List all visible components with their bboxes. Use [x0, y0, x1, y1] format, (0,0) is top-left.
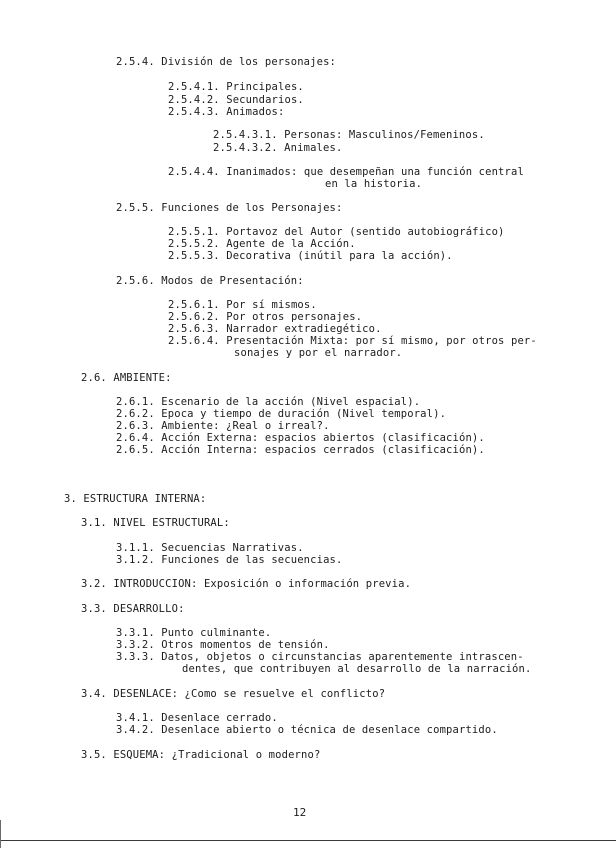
- item-3-3-1: 3.3.1. Punto culminante.: [116, 627, 272, 639]
- item-2-5-4-3: 2.5.4.3. Animados:: [168, 106, 285, 118]
- item-3-1-2: 3.1.2. Funciones de las secuencias.: [116, 554, 343, 566]
- bottom-rule: [0, 840, 616, 841]
- left-edge-mark: [0, 820, 1, 848]
- item-2-5-4-4: 2.5.4.4. Inanimados: que desempeñan una función central: [168, 166, 524, 178]
- item-2-6-4: 2.6.4. Acción Externa: espacios abiertos (clasificación).: [116, 432, 485, 444]
- item-3-3-2: 3.3.2. Otros momentos de tensión.: [116, 639, 330, 651]
- item-2-6-5: 2.6.5. Acción Interna: espacios cerrados (clasificación).: [116, 444, 485, 456]
- item-2-5-4-2: 2.5.4.2. Secundarios.: [168, 94, 304, 106]
- heading-2-6: 2.6. AMBIENTE:: [81, 372, 172, 384]
- item-2-6-2: 2.6.2. Epoca y tiempo de duración (Nivel temporal).: [116, 408, 447, 420]
- item-2-5-4-3-2: 2.5.4.3.2. Animales.: [213, 142, 343, 154]
- heading-3-4: 3.4. DESENLACE: ¿Como se resuelve el conflicto?: [81, 688, 386, 700]
- item-2-5-5-1: 2.5.5.1. Portavoz del Autor (sentido autobiográfico): [168, 226, 505, 238]
- item-3-1-1: 3.1.1. Secuencias Narrativas.: [116, 542, 304, 554]
- item-2-5-6-4-cont: sonajes y por el narrador.: [234, 347, 403, 359]
- heading-3-2: 3.2. INTRODUCCION: Exposición o información previa.: [81, 578, 412, 590]
- heading-2-5-6: 2.5.6. Modos de Presentación:: [116, 275, 304, 287]
- page-number: 12: [293, 806, 307, 819]
- heading-2-5-4: 2.5.4. División de los personajes:: [116, 56, 337, 68]
- item-2-6-3: 2.6.3. Ambiente: ¿Real o irreal?.: [116, 420, 330, 432]
- item-2-5-6-4: 2.5.6.4. Presentación Mixta: por sí mismo, por otros per-: [168, 335, 537, 347]
- item-2-5-5-3: 2.5.5.3. Decorativa (inútil para la acción).: [168, 250, 453, 262]
- item-2-5-4-1: 2.5.4.1. Principales.: [168, 81, 304, 93]
- item-3-3-3-cont: dentes, que contribuyen al desarrollo de la narración.: [182, 663, 532, 675]
- heading-3-3: 3.3. DESARROLLO:: [81, 603, 185, 615]
- item-2-5-5-2: 2.5.5.2. Agente de la Acción.: [168, 238, 356, 250]
- heading-2-5-5: 2.5.5. Funciones de los Personajes:: [116, 202, 343, 214]
- item-2-5-6-1: 2.5.6.1. Por sí mismos.: [168, 299, 317, 311]
- item-2-5-4-3-1: 2.5.4.3.1. Personas: Masculinos/Femeninos.: [213, 129, 485, 141]
- heading-3-1: 3.1. NIVEL ESTRUCTURAL:: [81, 517, 230, 529]
- item-3-4-2: 3.4.2. Desenlace abierto o técnica de desenlace compartido.: [116, 724, 498, 736]
- item-2-5-6-3: 2.5.6.3. Narrador extradiegético.: [168, 323, 382, 335]
- item-3-4-1: 3.4.1. Desenlace cerrado.: [116, 712, 278, 724]
- heading-3-5: 3.5. ESQUEMA: ¿Tradicional o moderno?: [81, 749, 321, 761]
- item-2-5-4-4-cont: en la historia.: [325, 178, 423, 190]
- heading-3: 3. ESTRUCTURA INTERNA:: [64, 493, 207, 505]
- item-2-5-6-2: 2.5.6.2. Por otros personajes.: [168, 311, 363, 323]
- item-3-3-3: 3.3.3. Datos, objetos o circunstancias aparentemente intrascen-: [116, 651, 524, 663]
- item-2-6-1: 2.6.1. Escenario de la acción (Nivel espacial).: [116, 396, 421, 408]
